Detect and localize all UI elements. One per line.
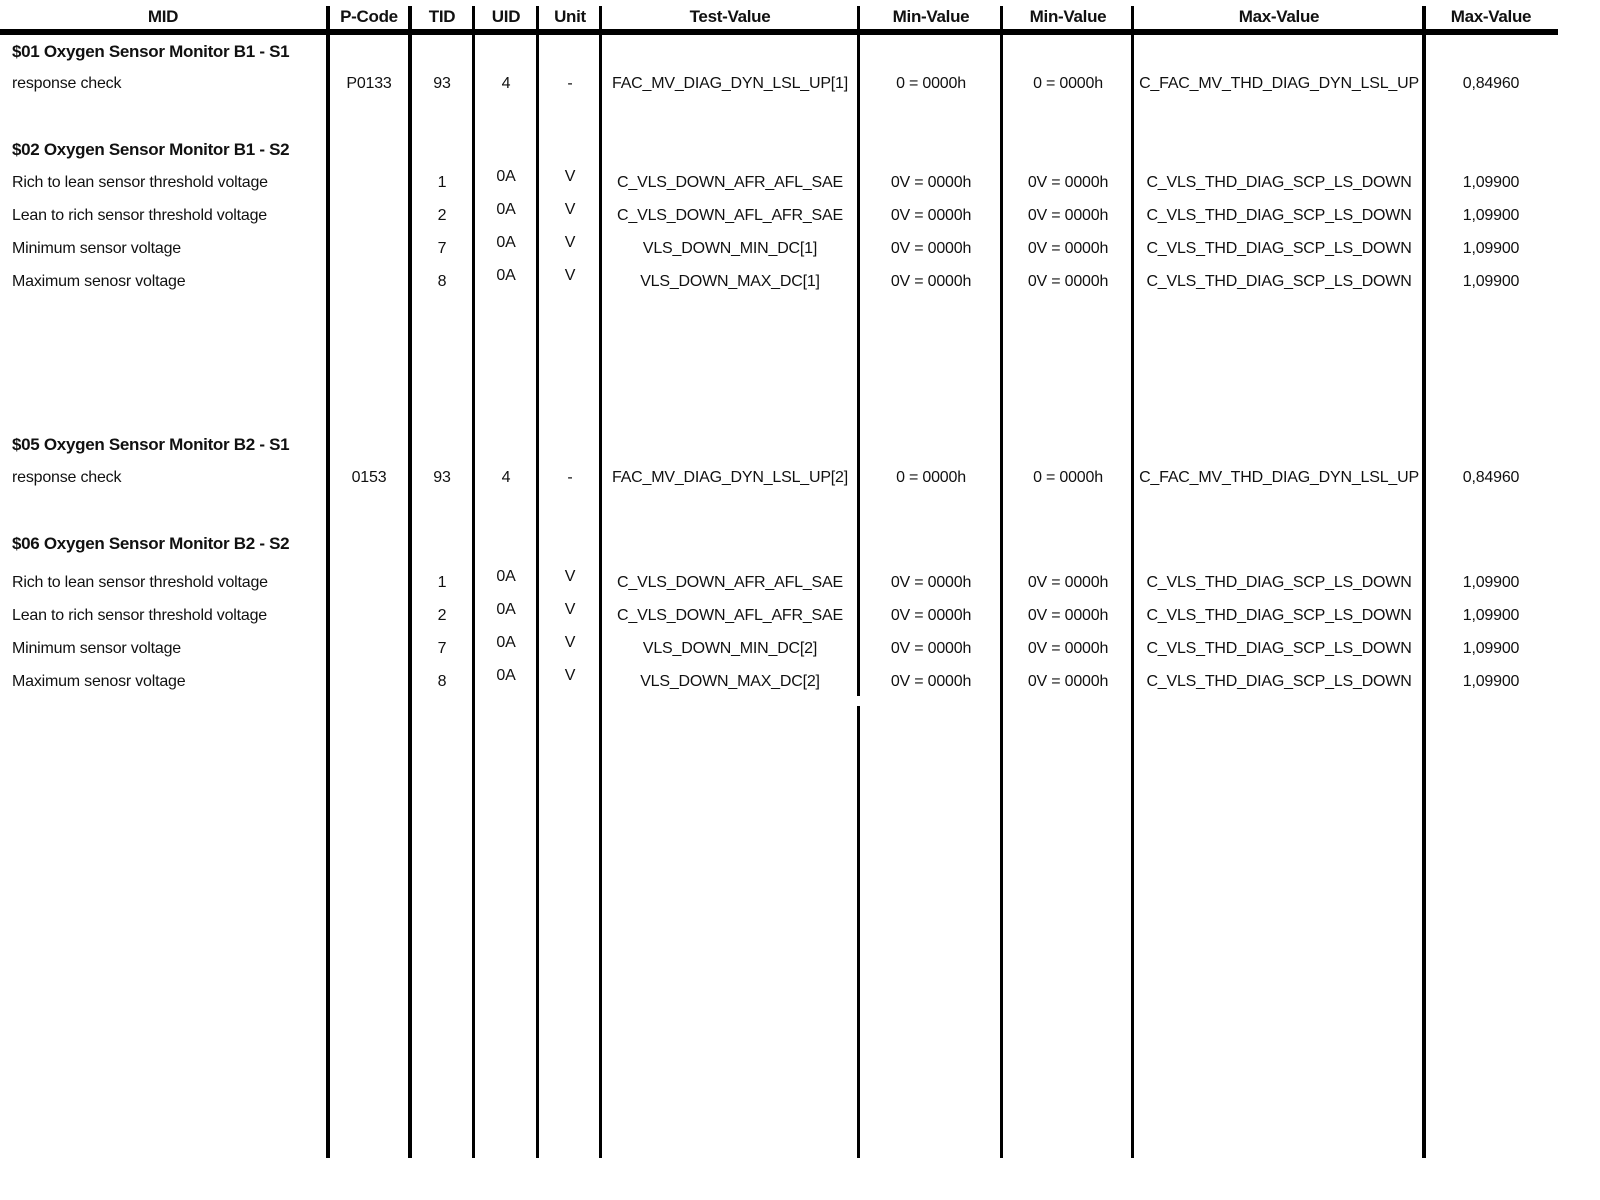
tid-cell: 2: [437, 607, 447, 624]
test-value-cell: VLS_DOWN_MIN_DC[1]: [642, 240, 818, 257]
tid-cell: 2: [437, 207, 447, 224]
uid-cell: 4: [501, 75, 511, 92]
header-test-value: Test-Value: [689, 7, 771, 26]
row-label: Rich to lean sensor threshold voltage: [12, 174, 268, 191]
header-uid: UID: [491, 7, 521, 26]
row-label: Maximum senosr voltage: [12, 273, 186, 290]
column-divider: [472, 6, 475, 1158]
min-value-2-cell: 0 = 0000h: [1033, 75, 1103, 92]
test-value-cell: VLS_DOWN_MAX_DC[2]: [640, 673, 820, 690]
max-value-1-cell: C_VLS_THD_DIAG_SCP_LS_DOWN: [1146, 607, 1412, 624]
header-max-value-1: Max-Value: [1238, 7, 1320, 26]
row-label: Lean to rich sensor threshold voltage: [12, 207, 267, 224]
unit-cell: V: [564, 234, 576, 251]
row-label: Minimum sensor voltage: [12, 640, 181, 657]
unit-cell: V: [564, 568, 576, 585]
header-mid: MID: [147, 7, 179, 26]
unit-cell: -: [567, 469, 573, 486]
min-value-1-cell: 0V = 0000h: [890, 174, 972, 191]
max-value-1-cell: C_VLS_THD_DIAG_SCP_LS_DOWN: [1146, 673, 1412, 690]
max-value-2-cell: 1,09900: [1462, 607, 1520, 624]
unit-cell: V: [564, 601, 576, 618]
uid-cell: 0A: [496, 234, 516, 251]
max-value-2-cell: 1,09900: [1462, 574, 1520, 591]
test-value-cell: FAC_MV_DIAG_DYN_LSL_UP[2]: [612, 469, 848, 486]
unit-cell: V: [564, 634, 576, 651]
uid-cell: 0A: [496, 568, 516, 585]
header-rule: [0, 29, 1558, 35]
test-value-cell: VLS_DOWN_MAX_DC[1]: [640, 273, 820, 290]
min-value-1-cell: 0V = 0000h: [890, 607, 972, 624]
pcode-cell: P0133: [346, 75, 392, 92]
row-label: Minimum sensor voltage: [12, 240, 181, 257]
max-value-1-cell: C_VLS_THD_DIAG_SCP_LS_DOWN: [1146, 240, 1412, 257]
tid-cell: 93: [433, 469, 451, 486]
max-value-2-cell: 1,09900: [1462, 240, 1520, 257]
min-value-2-cell: 0V = 0000h: [1027, 174, 1109, 191]
section-title: $05 Oxygen Sensor Monitor B2 - S1: [12, 435, 290, 454]
unit-cell: V: [564, 168, 576, 185]
min-value-2-cell: 0V = 0000h: [1027, 607, 1109, 624]
row-label: response check: [12, 469, 122, 486]
max-value-2-cell: 1,09900: [1462, 174, 1520, 191]
tid-cell: 8: [437, 273, 447, 290]
min-value-1-cell: 0V = 0000h: [890, 207, 972, 224]
min-value-1-cell: 0V = 0000h: [890, 273, 972, 290]
row-label: response check: [12, 75, 122, 92]
pcode-cell: 0153: [351, 469, 387, 486]
test-value-cell: C_VLS_DOWN_AFR_AFL_SAE: [617, 174, 843, 191]
max-value-1-cell: C_VLS_THD_DIAG_SCP_LS_DOWN: [1146, 574, 1412, 591]
max-value-1-cell: C_VLS_THD_DIAG_SCP_LS_DOWN: [1146, 174, 1412, 191]
min-value-2-cell: 0V = 0000h: [1027, 574, 1109, 591]
min-value-1-cell: 0V = 0000h: [890, 574, 972, 591]
max-value-1-cell: C_FAC_MV_THD_DIAG_DYN_LSL_UP: [1139, 75, 1419, 92]
row-label: Rich to lean sensor threshold voltage: [12, 574, 268, 591]
test-value-cell: VLS_DOWN_MIN_DC[2]: [642, 640, 818, 657]
tid-cell: 7: [437, 640, 447, 657]
section-title: $06 Oxygen Sensor Monitor B2 - S2: [12, 534, 290, 553]
header-min-value-1: Min-Value: [892, 7, 970, 26]
min-value-2-cell: 0V = 0000h: [1027, 673, 1109, 690]
unit-cell: -: [567, 75, 573, 92]
min-value-2-cell: 0V = 0000h: [1027, 273, 1109, 290]
header-pcode: P-Code: [340, 7, 398, 26]
max-value-1-cell: C_VLS_THD_DIAG_SCP_LS_DOWN: [1146, 207, 1412, 224]
max-value-1-cell: C_VLS_THD_DIAG_SCP_LS_DOWN: [1146, 273, 1412, 290]
unit-cell: V: [564, 267, 576, 284]
uid-cell: 0A: [496, 267, 516, 284]
max-value-1-cell: C_FAC_MV_THD_DIAG_DYN_LSL_UP: [1139, 469, 1419, 486]
header-max-value-2: Max-Value: [1450, 7, 1532, 26]
max-value-2-cell: 0,84960: [1462, 75, 1520, 92]
min-value-1-cell: 0 = 0000h: [896, 75, 966, 92]
uid-cell: 0A: [496, 201, 516, 218]
max-value-2-cell: 0,84960: [1462, 469, 1520, 486]
tid-cell: 1: [437, 574, 447, 591]
header-unit: Unit: [554, 7, 586, 26]
uid-cell: 0A: [496, 667, 516, 684]
section-title: $02 Oxygen Sensor Monitor B1 - S2: [12, 140, 290, 159]
max-value-2-cell: 1,09900: [1462, 207, 1520, 224]
unit-cell: V: [564, 667, 576, 684]
max-value-2-cell: 1,09900: [1462, 673, 1520, 690]
unit-cell: V: [564, 201, 576, 218]
uid-cell: 0A: [496, 168, 516, 185]
min-value-1-cell: 0 = 0000h: [896, 469, 966, 486]
header-min-value-2: Min-Value: [1029, 7, 1107, 26]
min-value-2-cell: 0V = 0000h: [1027, 640, 1109, 657]
max-value-1-cell: C_VLS_THD_DIAG_SCP_LS_DOWN: [1146, 640, 1412, 657]
tid-cell: 1: [437, 174, 447, 191]
uid-cell: 4: [501, 469, 511, 486]
uid-cell: 0A: [496, 634, 516, 651]
test-value-cell: C_VLS_DOWN_AFL_AFR_SAE: [617, 207, 843, 224]
min-value-2-cell: 0V = 0000h: [1027, 240, 1109, 257]
max-value-2-cell: 1,09900: [1462, 273, 1520, 290]
min-value-1-cell: 0V = 0000h: [890, 240, 972, 257]
row-label: Lean to rich sensor threshold voltage: [12, 607, 267, 624]
column-divider: [536, 6, 539, 1158]
min-value-1-cell: 0V = 0000h: [890, 640, 972, 657]
min-value-1-cell: 0V = 0000h: [890, 673, 972, 690]
header-tid: TID: [428, 7, 456, 26]
tid-cell: 7: [437, 240, 447, 257]
column-divider: [857, 706, 860, 1158]
column-divider: [326, 6, 330, 1158]
tid-cell: 8: [437, 673, 447, 690]
min-value-2-cell: 0 = 0000h: [1033, 469, 1103, 486]
min-value-2-cell: 0V = 0000h: [1027, 207, 1109, 224]
test-value-cell: FAC_MV_DIAG_DYN_LSL_UP[1]: [612, 75, 848, 92]
section-title: $01 Oxygen Sensor Monitor B1 - S1: [12, 42, 290, 61]
test-value-cell: C_VLS_DOWN_AFL_AFR_SAE: [617, 607, 843, 624]
tid-cell: 93: [433, 75, 451, 92]
uid-cell: 0A: [496, 601, 516, 618]
test-value-cell: C_VLS_DOWN_AFR_AFL_SAE: [617, 574, 843, 591]
max-value-2-cell: 1,09900: [1462, 640, 1520, 657]
row-label: Maximum senosr voltage: [12, 673, 186, 690]
